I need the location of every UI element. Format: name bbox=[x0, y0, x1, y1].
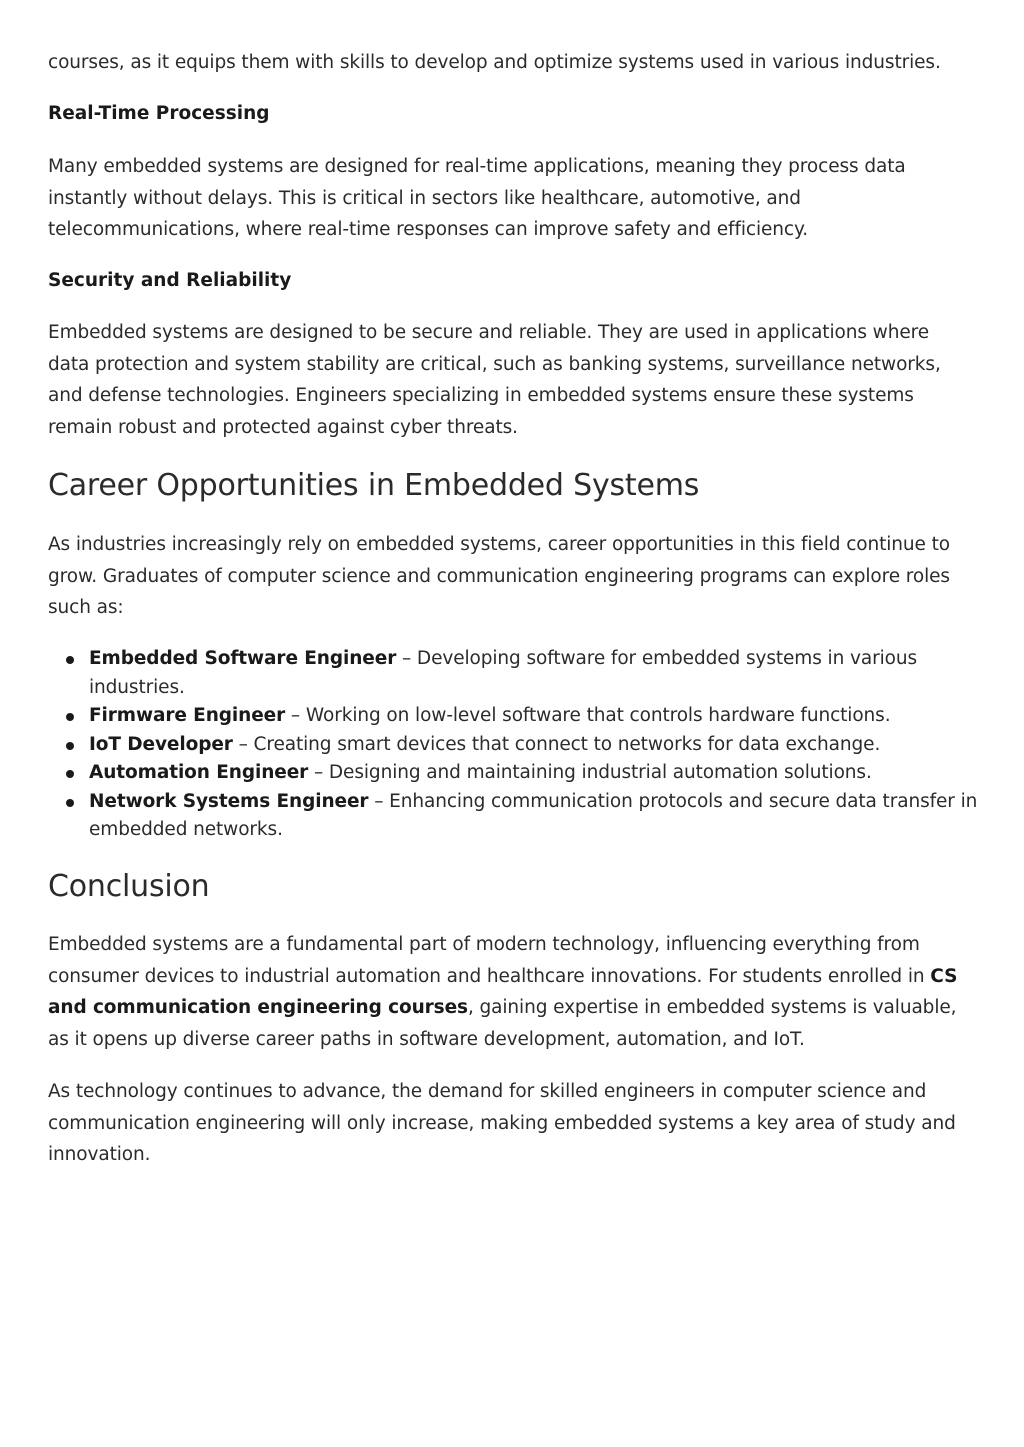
section-heading-real-time: Real-Time Processing bbox=[48, 103, 270, 124]
role-description: – Designing and maintaining industrial automation solutions. bbox=[308, 762, 872, 783]
list-item bbox=[89, 788, 978, 845]
conclusion-text-start: Embedded systems are a fundamental part of modern technology, influencing everything from consumer devices to industrial automation and healthcare innovations. For students enrolled in bbox=[48, 934, 931, 987]
career-heading: Career Opportunities in Embedded Systems bbox=[48, 468, 700, 503]
role-title: Network Systems Engineer bbox=[89, 790, 369, 812]
list-item bbox=[89, 702, 978, 731]
conclusion-paragraph-1 bbox=[48, 929, 973, 1055]
career-roles-list bbox=[48, 645, 978, 845]
role-description: – Creating smart devices that connect to networks for data exchange. bbox=[232, 733, 881, 755]
conclusion-text-end: , gaining expertise in embedded systems is valuable, as it opens up diverse career paths in software development, automation, and IoT. bbox=[48, 997, 957, 1050]
conclusion-paragraph-2: As technology continues to advance, the demand for skilled engineers in computer science and communication engineering will only increase, making embedded systems a key area of study and innovation. bbox=[48, 1081, 956, 1165]
courses-link-text[interactable]: CS and communication engineering courses bbox=[48, 965, 958, 1018]
conclusion-heading: Conclusion bbox=[48, 869, 210, 904]
list-item bbox=[89, 731, 978, 760]
list-item bbox=[89, 759, 978, 788]
role-description: – Working on low-level software that controls hardware functions. bbox=[285, 705, 891, 726]
role-description: – Developing software for embedded systems in various industries. bbox=[89, 648, 918, 698]
role-title: Embedded Software Engineer bbox=[89, 648, 397, 669]
role-title: IoT Developer bbox=[89, 733, 233, 755]
role-description: – Enhancing communication protocols and secure data transfer in embedded networks. bbox=[89, 790, 978, 840]
role-title: Firmware Engineer bbox=[89, 705, 286, 726]
section-body-security: Embedded systems are designed to be secure and reliable. They are used in applications where data protection and system stability are critical, such as banking systems, surveillance networks, and defense technologies. Engineers specializing in embedded systems ensure these systems remain robust and protected against cyber threats. bbox=[48, 322, 941, 438]
intro-tail-paragraph: courses, as it equips them with skills to develop and optimize systems used in various industries. bbox=[48, 52, 941, 73]
career-intro-paragraph: As industries increasingly rely on embedded systems, career opportunities in this field continue to grow. Graduates of computer science and communication engineering programs can explore roles such as: bbox=[48, 534, 950, 618]
section-body-real-time: Many embedded systems are designed for real-time applications, meaning they process data instantly without delays. This is critical in sectors like healthcare, automotive, and telecommunications, where real-time responses can improve safety and efficiency. bbox=[48, 156, 906, 240]
role-title: Automation Engineer bbox=[89, 762, 309, 783]
list-item bbox=[89, 645, 978, 702]
section-heading-security: Security and Reliability bbox=[48, 270, 292, 291]
